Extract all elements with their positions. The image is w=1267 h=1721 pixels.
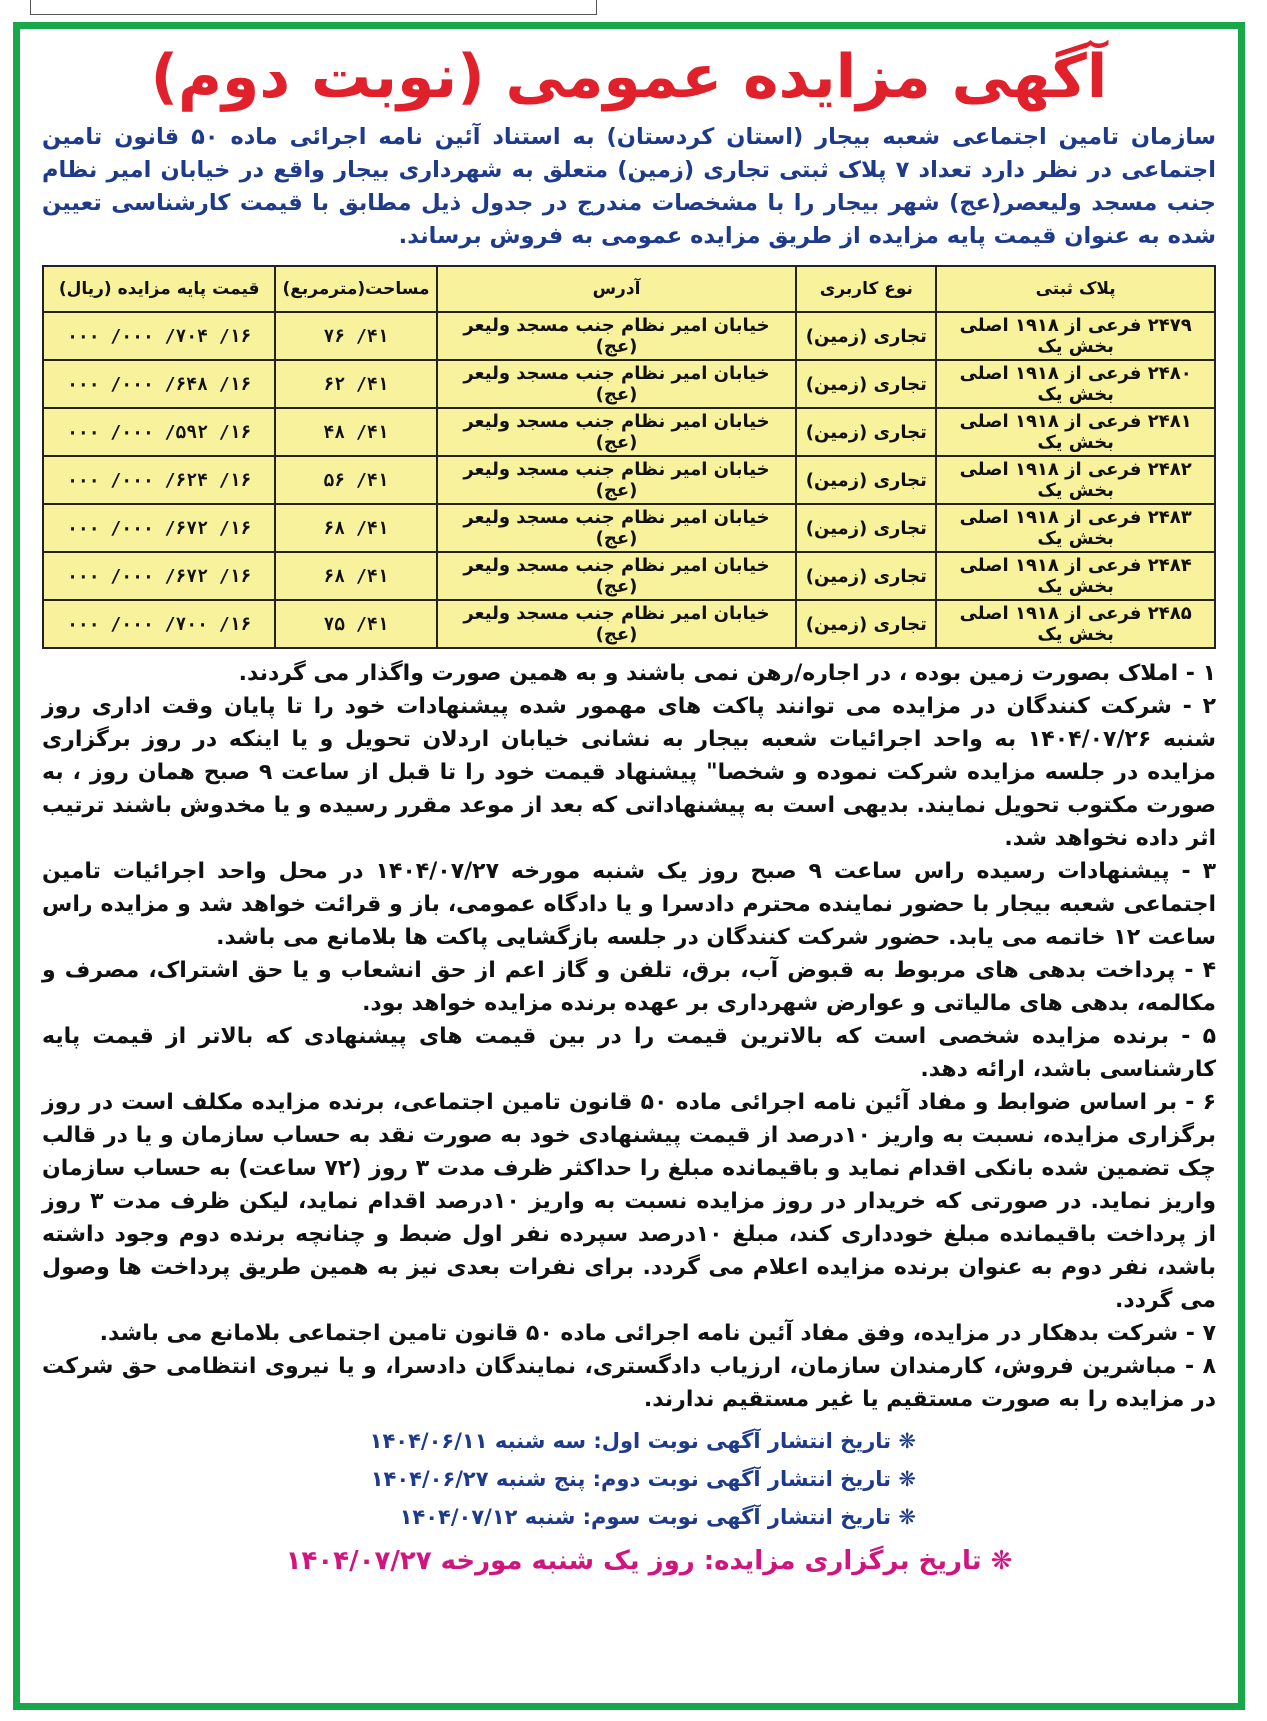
cell-area: ۴۱/ ۷۵ [275, 600, 436, 648]
flower-bullet-icon: ❋ [898, 1429, 916, 1453]
cell-use: تجاری (زمین) [796, 408, 936, 456]
cell-price: ۱۶/ ۷۰۴/ ۰۰۰/ ۰۰۰ [43, 312, 275, 360]
term-item: ۱ - املاک بصورت زمین بوده ، در اجاره/رهن نمی باشند و به همین صورت واگذار می گردند. [238, 661, 1216, 686]
cell-plate: ۲۴۸۱ فرعی از ۱۹۱۸ اصلی بخش یک [936, 408, 1215, 456]
cell-price: ۱۶/ ۶۷۲/ ۰۰۰/ ۰۰۰ [43, 552, 275, 600]
cell-plate: ۲۴۷۹ فرعی از ۱۹۱۸ اصلی بخش یک [936, 312, 1215, 360]
cell-area: ۴۱/ ۵۶ [275, 456, 436, 504]
cell-price: ۱۶/ ۶۴۸/ ۰۰۰/ ۰۰۰ [43, 360, 275, 408]
notice-frame [13, 22, 1245, 1710]
flower-bullet-icon: ❋ [898, 1505, 916, 1529]
intro-paragraph: سازمان تامین اجتماعی شعبه بیجار (استان کردستان) به استناد آئین نامه اجرائی ماده ۵۰ قانون تامین اجتماعی در نظر دارد تعداد ۷ پلاک ثبتی تجاری (زمین) متعلق به شهرداری بیجار واقع در خیابان امیر نظام جنب مسجد ولیعصر(عج) شهر بیجار را با مشخصات مندرج در جدول ذیل مطابق با قیمت کارشناسی تعیین شده به عنوان قیمت پایه مزایده از طریق مزایده عمومی به فروش برساند. [42, 124, 1216, 249]
cell-address: خیابان امیر نظام جنب مسجد ولیعر (عج) [437, 312, 797, 360]
header-use: نوع کاربری [796, 266, 936, 312]
cell-use: تجاری (زمین) [796, 456, 936, 504]
cell-use: تجاری (زمین) [796, 552, 936, 600]
auction-date-text: تاریخ برگزاری مزایده: روز یک شنبه مورخه ۱۴۰۴/۰۷/۲۷ [285, 1546, 982, 1576]
top-tab [30, 0, 597, 15]
term-item: ۳ - پیشنهادات رسیده راس ساعت ۹ صبح روز یک شنبه مورخه ۱۴۰۴/۰۷/۲۷ در محل واحد اجرائیات تامین اجتماعی شعبه بیجار با حضور نماینده محترم دادسرا و یا دادگاه عمومی، باز و قرائت خواهد شد و مزایده راس ساعت ۱۲ خاتمه می یابد. حضور شرکت کنندگان در جلسه بازگشایی پاکت ها بلامانع می باشد. [42, 859, 1217, 950]
cell-plate: ۲۴۸۲ فرعی از ۱۹۱۸ اصلی بخش یک [936, 456, 1215, 504]
notice-title: آگهی مزایده عمومی (نوبت دوم) [150, 42, 1108, 112]
date-second-text: تاریخ انتشار آگهی نوبت دوم: پنج شنبه ۱۴۰۴/۰۶/۲۷ [370, 1467, 892, 1491]
cell-price: ۱۶/ ۶۷۲/ ۰۰۰/ ۰۰۰ [43, 504, 275, 552]
term-item: ۸ - مباشرین فروش، کارمندان سازمان، ارزیاب دادگستری، نمایندگان دادسرا، و یا نیروی انتظامی حق شرکت در مزایده را به صورت مستقیم یا غیر مستقیم ندارند. [42, 1354, 1216, 1412]
table-row [43, 456, 1215, 504]
auction-date [42, 1546, 1216, 1576]
term-item: ۷ - شرکت بدهکار در مزایده، وفق مفاد آئین نامه اجرائی ماده ۵۰ قانون تامین اجتماعی بلامانع می باشد. [99, 1321, 1216, 1346]
publication-dates [42, 1422, 1216, 1536]
cell-use: تجاری (زمین) [796, 312, 936, 360]
date-first [42, 1422, 1216, 1460]
term-item: ۵ - برنده مزایده شخصی است که بالاترین قیمت را در بین قیمت های پیشنهادی که بالاتر از قیمت پایه کارشناسی باشد، ارائه دهد. [42, 1024, 1216, 1082]
cell-plate: ۲۴۸۴ فرعی از ۱۹۱۸ اصلی بخش یک [936, 552, 1215, 600]
cell-use: تجاری (زمین) [796, 600, 936, 648]
date-third-text: تاریخ انتشار آگهی نوبت سوم: شنبه ۱۴۰۴/۰۷/۱۲ [399, 1505, 892, 1529]
cell-price: ۱۶/ ۶۲۴/ ۰۰۰/ ۰۰۰ [43, 456, 275, 504]
date-second [42, 1460, 1216, 1498]
table-header-row [43, 266, 1215, 312]
cell-area: ۴۱/ ۴۸ [275, 408, 436, 456]
cell-plate: ۲۴۸۵ فرعی از ۱۹۱۸ اصلی بخش یک [936, 600, 1215, 648]
term-item: ۶ - بر اساس ضوابط و مفاد آئین نامه اجرائی ماده ۵۰ قانون تامین اجتماعی، برنده مزایده مکلف است در روز برگزاری مزایده، نسبت به واریز ۱۰درصد از قیمت پیشنهادی خود به صورت نقد به حساب سازمان و یا در قالب چک تضمین شده بانکی اقدام نماید و باقیمانده مبلغ را حداکثر ظرف مدت ۳ روز (۷۲ ساعت) به حساب سازمان واریز نماید. در صورتی که خریدار در روز مزایده نسبت به واریز ۱۰درصد اقدام نماید، لیکن ظرف مدت ۳ روز از پرداخت باقیمانده مبلغ خودداری کند، مبلغ ۱۰درصد سپرده نفر اول ضبط و چنانچه برنده دوم وجود داشته باشد، نفر دوم به عنوان برنده مزایده اعلام می گردد. برای نفرات بعدی نیز به همین طریق پرداخت ها وصول می گردد. [42, 1090, 1216, 1313]
table-row [43, 312, 1215, 360]
date-third [42, 1498, 1216, 1536]
cell-area: ۴۱/ ۶۸ [275, 552, 436, 600]
table-row [43, 504, 1215, 552]
cell-address: خیابان امیر نظام جنب مسجد ولیعر (عج) [437, 600, 797, 648]
table-row [43, 600, 1215, 648]
term-item: ۴ - پرداخت بدهی های مربوط به قبوض آب، برق، تلفن و گاز اعم از حق انشعاب و یا حق اشتراک، مصرف و مکالمه، بدهی های مالیاتی و عوارض شهرداری بر عهده برنده مزایده خواهد بود. [42, 958, 1216, 1016]
cell-area: ۴۱/ ۶۸ [275, 504, 436, 552]
notice-content [42, 29, 1216, 1703]
cell-address: خیابان امیر نظام جنب مسجد ولیعر (عج) [437, 456, 797, 504]
term-item: ۲ - شرکت کنندگان در مزایده می توانند پاکت های مهمور شده پیشنهادات خود را تا پایان وقت اداری روز شنبه ۱۴۰۴/۰۷/۲۶ به واحد اجرائیات شعبه بیجار به نشانی خیابان اردلان تحویل و یا اینکه در روز برگزاری مزایده در جلسه مزایده شرکت نموده و شخصا" پیشنهاد قیمت خود را تا قبل از ساعت ۹ صبح همان روز ، به صورت مکتوب تحویل نمایند. بدیهی است به پیشنهاداتی که بعد از موعد مقرر رسیده و یا مخدوش باشند ترتیب اثر داده نخواهد شد. [42, 694, 1217, 851]
cell-address: خیابان امیر نظام جنب مسجد ولیعر (عج) [437, 408, 797, 456]
cell-price: ۱۶/ ۷۰۰/ ۰۰۰/ ۰۰۰ [43, 600, 275, 648]
cell-address: خیابان امیر نظام جنب مسجد ولیعر (عج) [437, 552, 797, 600]
header-plate: پلاک ثبتی [936, 266, 1215, 312]
table-row [43, 552, 1215, 600]
cell-address: خیابان امیر نظام جنب مسجد ولیعر (عج) [437, 360, 797, 408]
lots-table [42, 265, 1216, 649]
date-first-text: تاریخ انتشار آگهی نوبت اول: سه شنبه ۱۴۰۴/۰۶/۱۱ [369, 1429, 892, 1453]
table-row [43, 408, 1215, 456]
cell-address: خیابان امیر نظام جنب مسجد ولیعر (عج) [437, 504, 797, 552]
flower-bullet-icon: ❋ [898, 1467, 916, 1491]
header-address: آدرس [437, 266, 797, 312]
header-area: مساحت(مترمربع) [275, 266, 436, 312]
header-price: قیمت پایه مزایده (ریال) [43, 266, 275, 312]
table-row [43, 360, 1215, 408]
cell-area: ۴۱/ ۶۲ [275, 360, 436, 408]
cell-use: تجاری (زمین) [796, 504, 936, 552]
cell-plate: ۲۴۸۳ فرعی از ۱۹۱۸ اصلی بخش یک [936, 504, 1215, 552]
terms-list [42, 657, 1216, 1416]
flower-bullet-icon: ❋ [990, 1546, 1013, 1576]
cell-use: تجاری (زمین) [796, 360, 936, 408]
cell-price: ۱۶/ ۵۹۲/ ۰۰۰/ ۰۰۰ [43, 408, 275, 456]
cell-plate: ۲۴۸۰ فرعی از ۱۹۱۸ اصلی بخش یک [936, 360, 1215, 408]
cell-area: ۴۱/ ۷۶ [275, 312, 436, 360]
